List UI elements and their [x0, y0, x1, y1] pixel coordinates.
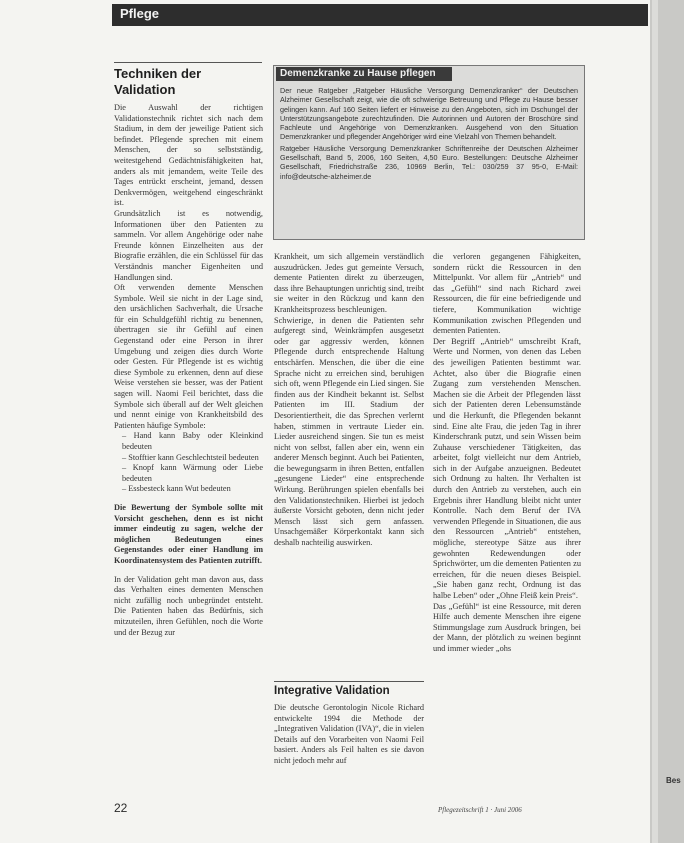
info-box-paragraph: Der neue Ratgeber „Ratgeber Häusliche Versorgung Demenzkranker“ der Deutschen Alzheimer Gesellschaft zeigt, wie die oft schwierige Betreuung und Pflege zu Hause besser gelingen kann. Auf 160 Seiten liefert er Hinweise zu den Angeboten, sich im Dschungel der Unterstützungsangebote zurechtzufinden. Die Autorinnen und Autoren der Broschüre sind Fachleute und Angehörige von Demenzkranken. Ausgehend von den Situation Demenzkranker und pflegender Angehöriger wird eine Vielzahl von Themen behandelt. [280, 86, 578, 142]
header-bar [112, 4, 648, 26]
info-box-title: Demenzkranke zu Hause pflegen [280, 68, 436, 79]
page-number: 22 [114, 801, 128, 815]
subsection-rule [274, 681, 424, 682]
paragraph: die verloren gegangenen Fähigkeiten, sondern rückt die Ressourcen in den Mittelpunkt. Vor allem für „Antrieb“ und das „Gefühl“ sind nach Richard zwei Ressourcen, die für eine befriedigende und tiefere, Kommunikation wichtige Kommunikation zwischen Pflegenden und dementen Patienten. [433, 252, 581, 336]
paragraph: Das „Gefühl“ ist eine Ressource, mit deren Hilfe auch demente Menschen ihre eigene Stimmungslage zum Ausdruck bringen, bei der Mann, der plötzlich zu weinen beginnt und immer wieder „ohs [433, 601, 581, 653]
paragraph: Der Begriff „Antrieb“ umschreibt Kraft, Werte und Normen, von denen das Leben des jeweiligen Patienten bestimmt war. Achtet, also über die Biografie einen Zugang zum verstehenden Menschen. Machen sie die Arbeit der Pflegenden lässt sich der Patienten deren Lebensumstände und die Herkunft, die Pflegenden bekannt sind. Eine alte Frau, die jeden Tag in ihrer Kinderschrank putzt, und sein Wissen beim Zuhause verschiedener Tätigkeiten, das arbeitet, folgt vielleicht nur dem Antrieb, sich in der Aufgabe anzueignen. Bedeutet sich Ordnung zu halten. Ihr Verhalten ist durch den Antrieb zu verstehen, auch ein Ergebnis ihrer Handlung bleibt nicht unter Kontrolle. Nach dem Beruf der IVA verwenden Pflegende in Situationen, die aus den Ressourcen „Antrieb“ entstehen, mögliche, stereotype Sätze aus ihrer gewohnten Redewendungen oder Sprichwörter, um die dementen Patienten zu erreichen, für die neuen dieses Beispiel. „Sie haben ganz recht, Ordnung ist das halbe Leben“ oder „Ohne Fleiß kein Preis“. [433, 336, 581, 600]
paragraph: Die deutsche Gerontologin Nicole Richard entwickelte 1994 die Methode der „Integrativen Validation (IVA)“, die in vielen Details auf den Vorarbeiten von Naomi Feil basiert. Anders als Feil halten es sie davon nicht jedoch mehr auf [274, 703, 424, 765]
info-box-citation: Ratgeber Häusliche Versorgung Demenzkranker Schriftenreihe der Deutschen Alzheimer Gesellschaft, Band 5, 2006, 160 Seiten, 4,50 Euro. Bestellungen: Deutsche Alzheimer Gesellschaft, Friedrichstraße 236, 10969 Berlin, Tel.: 030/259 37 95-0, E-Mail: info@deutsche-alzheimer.de [280, 143, 578, 181]
paragraph: In der Validation geht man davon aus, dass das Verhalten eines dementen Menschen nicht zufällig noch unbegründet entsteht. Die Patienten haben das Bedürfnis, sich mitzuteilen, ihren Gefühlen, noch die Worte und der Bezug zur [114, 574, 263, 637]
column-2 [274, 252, 424, 549]
list-item: – Stofftier kann Geschlechtsteil bedeuten [122, 453, 263, 464]
column-2-continued [274, 703, 424, 767]
list-item: – Hand kann Baby oder Kleinkind bedeuten [122, 431, 263, 452]
info-box-text [280, 86, 578, 181]
header-title: Pflege [120, 6, 160, 21]
next-page-fragment: Bes [666, 776, 681, 785]
page-gutter [652, 0, 658, 843]
symbol-list [114, 431, 263, 495]
paragraph: Krankheit, um sich allgemein verständlich auszudrücken. Jedes gut gemeinte Versuch, demente Patienten direkt zu überzeugen, dass ihre Behauptungen unrichtig sind, treibt sie weiter in den Rückzug und kann den Krankheitsprozess beschleunigen. [274, 252, 424, 314]
list-item: – Essbesteck kann Wut bedeuten [122, 484, 263, 495]
section-title: Techniken der Validation [114, 66, 202, 97]
column-1 [114, 103, 263, 638]
journal-footer: Pflegezeitschrift 1 · Juni 2006 [438, 806, 522, 814]
paragraph: Grundsätzlich ist es notwendig, Informationen über den Patienten zu sammeln. Vor allem Angehörige oder nahe Freunde können Einzelheiten aus der Biografie erzählen, die ein Schlüssel für das Verständnis mancher Eigenheiten und Handlungen sind. [114, 208, 263, 282]
paragraph: Die Auswahl der richtigen Validationstechnik richtet sich nach dem Stadium, in dem der jeweilige Patient sich befindet. Pflegende sprechen mit einem Menschen, der so selbstständig, weitestgehend Gedächtnisfähigkeiten hat, anders als mit jemandem, weite Teile des Tages entrückt erscheint, jemand, dessen Denkvermögen, weitgehend eingeschränkt ist. [114, 103, 263, 208]
paragraph: Schwierige, in denen die Patienten sehr aufgeregt sind, Weinkrämpfen ausgesetzt oder gar aggressiv werden, können Pflegende durch entsprechende Haltung entschärfen. Menschen, die über die eine Sprache nicht zu erreichen sind, beruhigen sich oft, wenn Pflegende ein Lied singen. Sie finden aus der Kindheit bekannt ist. Selbst Patienten im III. Stadium der Desorientiertheit, die das Sprechen verlernt haben, stimmen in vertraute Lieder ein. Lieder ausreichend singen. Sie tun es meist nicht von selbst, fallen aber ein, wenn ein anderer Mensch beginnt. Auch bei Patienten, die bewegungsarm in ihren Betten, entfallen „gesungene Lieder“ eine entsprechende Wirkung. Berührungen spielen ebenfalls bei den Validationstechniken. Hierbei ist jedoch äußerste Vorsicht geboten, denn nicht jeder Mensch lässt sich gern anfassen. Unsachgemäßer Körperkontakt kann sich deshalb nachteilig auswirken. [274, 315, 425, 548]
list-item: – Knopf kann Wärmung oder Liebe bedeuten [122, 463, 263, 484]
paragraph: Oft verwenden demente Menschen Symbole. Weil sie nicht in der Lage sind, den ursächlichen Sachverhalt, die Ursache für ein Schuldgefühl richtig zu benennen, übertragen sie ihr Gefühl auf einen Gegenstand oder eine Person in ihrer Umgebung und zeigen dies durch Worte oder Gesten. Für Pflegende ist es wichtig diese Symbole zu erkennen, denn auf diese Weise verstehen sie besser, was der Patient sagen will. Naomi Feil berichtet, dass die Symbole sich überall auf der Welt gleichen und nennt einige von Krankheitsbild des Patienten häufige Symbole: [114, 283, 263, 430]
subsection-title: Integrative Validation [274, 685, 390, 697]
column-3 [433, 252, 581, 655]
bold-paragraph: Die Bewertung der Symbole sollte mit Vorsicht geschehen, denn es ist nicht immer eindeutig zu sagen, welche der möglichen Bedeutungen eines Gegenstandes oder einer Handlung im Koordinatensystem des Patienten zutrifft. [114, 502, 263, 565]
section-rule [114, 62, 262, 63]
